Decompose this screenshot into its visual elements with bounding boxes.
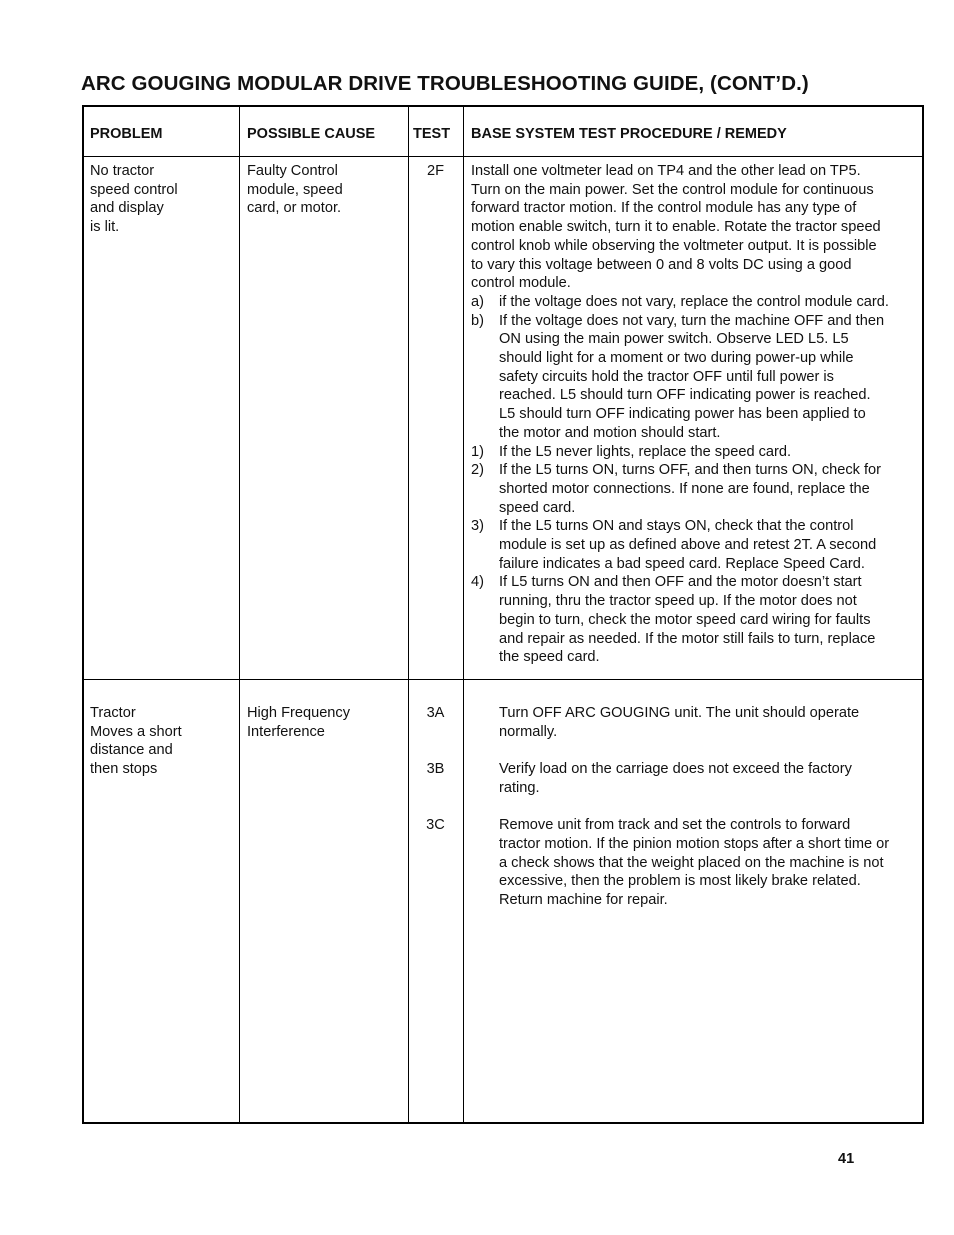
- list-item: [471, 573, 921, 667]
- list-marker: 1): [471, 443, 484, 460]
- list-marker: 3): [471, 518, 484, 535]
- list-item: [471, 461, 921, 517]
- remedy-3b: Verify load on the carriage does not exceed the factory rating.: [499, 761, 852, 796]
- row1-cause: Faulty Control module, speed card, or motor.: [247, 163, 343, 217]
- header-remedy: BASE SYSTEM TEST PROCEDURE / REMEDY: [471, 126, 787, 142]
- list-item: [471, 312, 921, 443]
- row2-cause: High Frequency Interference: [247, 705, 351, 740]
- list-text: If the L5 never lights, replace the speed card.: [499, 443, 792, 460]
- row1-test: 2F: [426, 163, 445, 179]
- troubleshooting-table: [82, 105, 924, 1124]
- list-text: If the voltage does not vary, turn the machine OFF and then ON using the main power switch. Observe LED L5. L5 should light for a moment or two during power-up while safety circuits hold the tractor OFF until full power is reached. L5 should turn OFF indicating power is reached. L5 should turn OFF indicating power has been applied to the motor and motion should start.: [499, 312, 885, 441]
- list-marker: 2): [471, 462, 484, 479]
- list-marker: a): [471, 293, 484, 310]
- list-text: if the voltage does not vary, replace the control module card.: [499, 293, 889, 310]
- remedy-intro: Install one voltmeter lead on TP4 and the other lead on TP5. Turn on the main power. Set the control module for continuous forward tractor motion. If the control module has any type of motion enable switch, turn it to enable. Rotate the tractor speed control knob while observing the voltmeter output. It is possible to vary this voltage between 0 and 8 volts DC using a good control module.: [471, 163, 881, 292]
- column-divider: [408, 107, 409, 1122]
- list-marker: 4): [471, 574, 484, 591]
- list-text: If the L5 turns ON, turns OFF, and then turns ON, check for shorted motor connections. If none are found, replace the speed card.: [499, 462, 882, 516]
- header-problem: PROBLEM: [90, 126, 163, 142]
- remedy-3a: Turn OFF ARC GOUGING unit. The unit should operate normally.: [499, 705, 860, 740]
- list-item: [471, 517, 921, 573]
- column-divider: [463, 107, 464, 1122]
- list-item: [471, 443, 921, 462]
- row2-remedy: [499, 704, 923, 910]
- row1-remedy: [471, 162, 921, 667]
- row2-test-3b: 3B: [426, 761, 445, 778]
- header-possible-cause: POSSIBLE CAUSE: [247, 126, 376, 142]
- row2-test-3c: 3C: [426, 817, 445, 834]
- header-test: TEST: [413, 126, 451, 142]
- row2-test-3a: 3A: [426, 705, 445, 721]
- page-number: 41: [838, 1151, 855, 1167]
- row1-problem: No tractor speed control and display is lit.: [90, 163, 178, 236]
- list-item: [471, 293, 921, 312]
- list-text: If L5 turns ON and then OFF and the motor doesn’t start running, thru the tractor speed up. If the motor does not begin to turn, check the motor speed card wiring for faults and repair as needed. If the motor still fails to turn, replace the speed card.: [499, 574, 876, 666]
- list-text: If the L5 turns ON and stays ON, check that the control module is set up as defined above and retest 2T. A second failure indicates a bad speed card. Replace Speed Card.: [499, 518, 877, 572]
- header-divider: [84, 156, 922, 157]
- remedy-3c: Remove unit from track and set the controls to forward tractor motion. If the pinion motion stops after a short time or a check shows that the weight placed on the machine is not excessive, then the problem is most likely brake related. Return machine for repair.: [499, 817, 890, 908]
- column-divider: [239, 107, 240, 1122]
- row2-problem: Tractor Moves a short distance and then stops: [90, 705, 182, 778]
- list-marker: b): [471, 312, 484, 329]
- page-title: ARC GOUGING MODULAR DRIVE TROUBLESHOOTING GUIDE, (CONT’D.): [81, 72, 809, 95]
- row2-tests: [410, 704, 461, 835]
- row-divider: [84, 679, 922, 680]
